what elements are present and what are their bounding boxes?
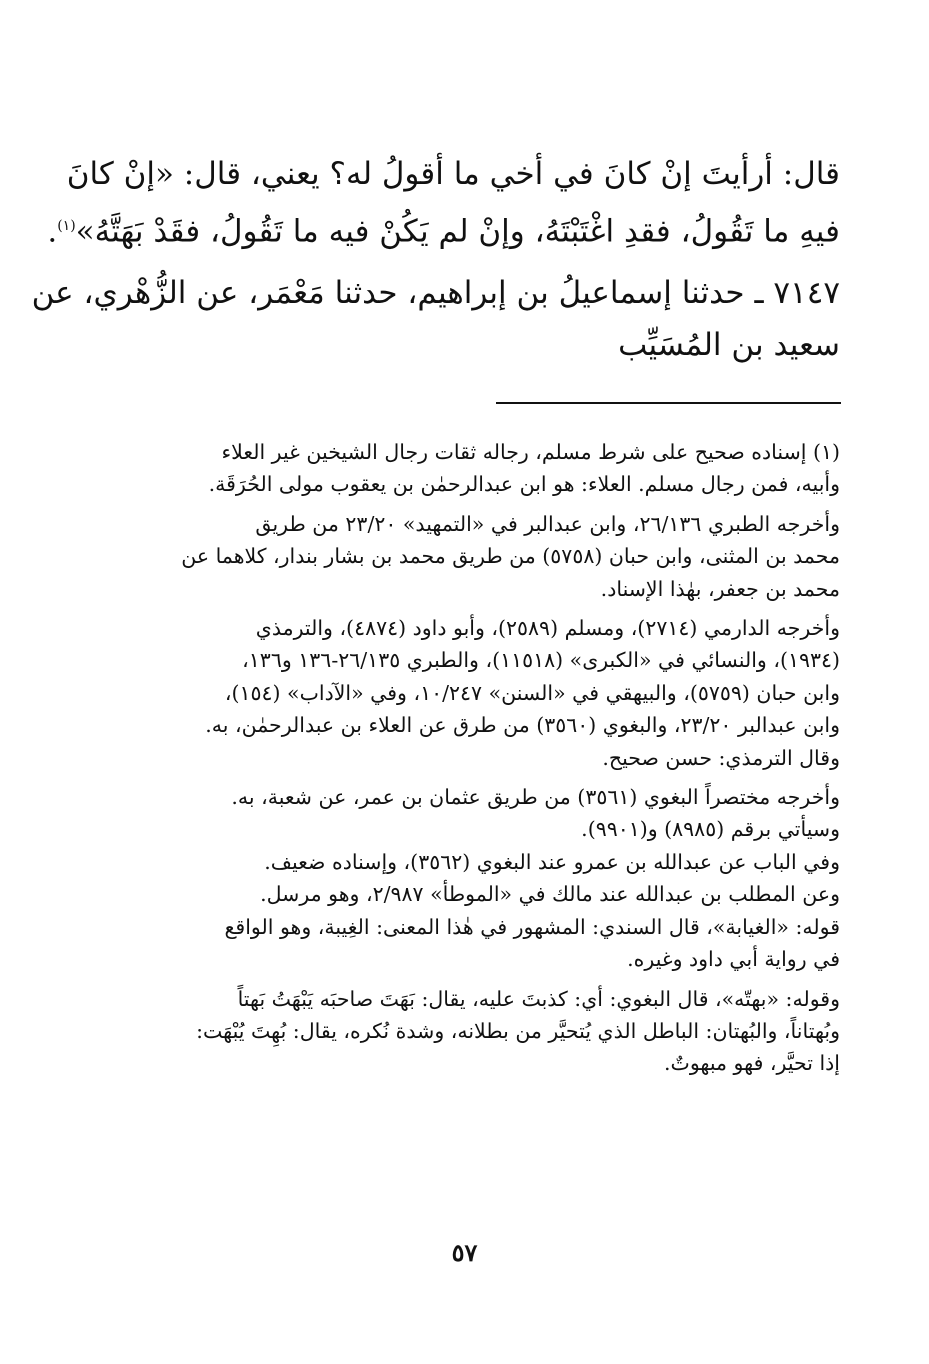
- footnote-line: وأخرجه الطبري ٢٦/١٣٦، وابن عبدالبر في «التمهيد» ٢٣/٢٠ من طريق: [255, 511, 840, 536]
- main-line-2-text: فيهِ ما تَقُولُ، فقدِ اغْتَبْتَهُ، وإنْ لم يَكُنْ فيه ما تَقُولُ، فقَدْ بَهَتَّهُ»: [75, 213, 840, 250]
- footnote-line: محمد بن جعفر، بهٰذا الإسناد.: [600, 576, 840, 601]
- footnote-reference[interactable]: (١): [57, 218, 76, 234]
- footnote-line: في رواية أبي داود وغيره.: [627, 947, 840, 972]
- footnotes: [140, 436, 840, 1080]
- hadith-7147-line-1: ٧١٤٧ ـ حدثنا إسماعيلُ بن إبراهيم، حدثنا مَعْمَر، عن الزُّهْري، عن: [31, 275, 840, 312]
- footnote-line: قوله: «الغيابة»، قال السندي: المشهور في هٰذا المعنى: الغِيبة، وهو الواقع: [224, 914, 840, 939]
- footnote-line: وأبيه، فمن رجال مسلم. العلاء: هو ابن عبدالرحمٰن بن يعقوب مولى الحُرَقَة.: [208, 472, 840, 497]
- footnote-line: وقوله: «بهتّه»، قال البغوي: أي: كذبتَ عليه، يقال: بَهَتَ صاحبَه يَبْهَتُ بَهتاً: [237, 986, 840, 1011]
- footnote-line: وعن المطلب بن عبدالله عند مالك في «الموطأ» ٢/٩٨٧، وهو مرسل.: [260, 882, 840, 907]
- footnote-line: وقال الترمذي: حسن صحيح.: [602, 745, 840, 770]
- footnote-line: (١٩٣٤)، والنسائي في «الكبرى» (١١٥١٨)، والطبري ٢٦/١٣٥-١٣٦ و١٣٦،: [242, 648, 840, 673]
- sentence-end: .: [47, 213, 58, 250]
- hadith-7147-line-2: سعيد بن المُسَيِّب: [618, 327, 840, 364]
- footnote-line: وابن حبان (٥٧٥٩)، والبيهقي في «السنن» ١٠/٢٤٧، وفي «الآداب» (١٥٤)،: [224, 680, 840, 705]
- page-number: ٥٧: [451, 1238, 478, 1267]
- main-text: [31, 148, 840, 371]
- footnote-line: وأخرجه مختصراً البغوي (٣٥٦١) من طريق عثمان بن عمر، عن شعبة، به.: [231, 785, 840, 810]
- footnote-line: وأخرجه الدارمي (٢٧١٤)، ومسلم (٢٥٨٩)، وأبو داود (٤٨٧٤)، والترمذي: [255, 616, 840, 641]
- main-line-2: [47, 200, 840, 257]
- footnote-line: وبُهتاناً، والبُهتان: الباطل الذي يُتحيَّر من بطلانه، وشدة نُكره، يقال: بُهِتَ يُبْهَت:: [196, 1018, 840, 1043]
- footnote-line: وابن عبدالبر ٢٣/٢٠، والبغوي (٣٥٦٠) من طرق عن العلاء بن عبدالرحمٰن، به.: [205, 713, 840, 738]
- footnote-line: محمد بن المثنى، وابن حبان (٥٧٥٨) من طريق محمد بن بشار بندار، كلاهما عن: [181, 544, 840, 569]
- footnote-separator: [496, 402, 841, 404]
- footnote-line: إذا تحيَّر، فهو مبهوتٌ.: [664, 1051, 840, 1076]
- footnote-line: (١) إسناده صحيح على شرط مسلم، رجاله ثقات رجال الشيخين غير العلاء: [221, 440, 840, 464]
- footnote-line: وفي الباب عن عبدالله بن عمرو عند البغوي (٣٥٦٢)، وإسناده ضعيف.: [264, 849, 840, 874]
- footnote-line: وسيأتي برقم (٨٩٨٥) و(٩٩٠١).: [581, 817, 840, 842]
- main-line-1: قال: أرأيتَ إنْ كانَ في أخي ما أقولُ له؟ يعني، قال: «إنْ كانَ: [66, 156, 840, 192]
